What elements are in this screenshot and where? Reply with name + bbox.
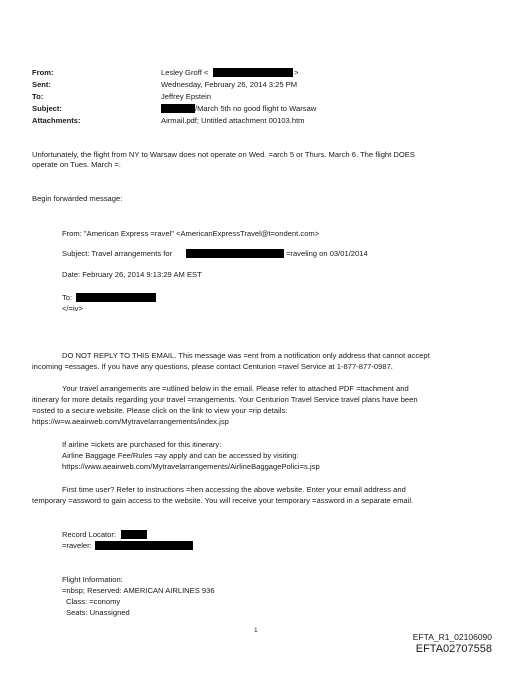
to-label: To:: [32, 92, 44, 101]
body-p3-line3: =osted to a secure website. Please click on the link to view your =rip details:: [32, 406, 288, 415]
redaction-box: [76, 293, 156, 302]
body-p4-line2: Airline Baggage Fee/Rules =ay apply and can be accessed by visiting:: [62, 451, 299, 460]
body-p3-line1: Your travel arrangements are =utlined below in the email. Please refer to attached PDF =ttachment and: [62, 384, 409, 393]
fwd-subject-b: =raveling on 03/01/2014: [286, 249, 368, 258]
from-close: >: [294, 68, 299, 77]
traveler-label: =raveler:: [62, 541, 92, 550]
redaction-box: [186, 249, 284, 258]
fwd-subject-a: Subject: Travel arrangements for: [62, 249, 173, 258]
redaction-box: [213, 68, 293, 77]
body-p1-line1: Unfortunately, the flight from NY to Warsaw does not operate on Wed. =arch 5 or Thurs. March 6. The flight DOES: [32, 150, 415, 159]
from-label: From:: [32, 68, 54, 77]
attachments-value: Airmail.pdf; Untitled attachment 00103.htm: [161, 116, 305, 125]
begin-forwarded: Begin forwarded message:: [32, 194, 123, 203]
redaction-box: [121, 530, 147, 539]
fwd-from: From: "American Express =ravel" <AmericanExpressTravel@t=ondent.com>: [62, 229, 320, 238]
flight-class: Class: =conomy: [66, 597, 121, 606]
body-p5-line1: First time user? Refer to instructions =hen accessing the above website. Enter your email address and: [62, 485, 406, 494]
flight-reserved: =nbsp; Reserved: AMERICAN AIRLINES 936: [62, 586, 215, 595]
body-p4-link[interactable]: https://www.aeairweb.com/Mytravelarrangements/AirlineBaggagePolici=s.jsp: [62, 462, 320, 471]
subject-value: /March 5th no good flight to Warsaw: [195, 104, 317, 113]
to-value: Jeffrey Epstein: [161, 92, 212, 101]
body-p3-link[interactable]: https://w=w.aeairweb.com/Mytravelarrangements/index.jsp: [32, 417, 229, 426]
footer-id-1: EFTA_R1_02106090: [412, 632, 492, 642]
redaction-box: [95, 541, 193, 550]
body-p5-line2: temporary =assword to gain access to the website. You will receive your temporary =assword in a separate email.: [32, 496, 414, 505]
fwd-to: To:: [62, 293, 73, 302]
from-value: Lesley Groff <: [161, 68, 209, 77]
body-p2-line1: DO NOT REPLY TO THIS EMAIL. This message was =ent from a notification only address that cannot accept: [62, 351, 430, 360]
sent-label: Sent:: [32, 80, 51, 89]
body-p1-line2: operate on Tues. March =.: [32, 160, 121, 169]
flight-info-label: Flight Information:: [62, 575, 123, 584]
sent-value: Wednesday, February 26, 2014 3:25 PM: [161, 80, 298, 89]
flight-seats: Seats: Unassigned: [66, 608, 130, 617]
attachments-label: Attachments:: [32, 116, 81, 125]
body-p3-line2: itinerary for more details regarding your travel =rrangements. Your Centurion Travel Service travel plans have been: [32, 395, 418, 404]
footer-id-2: EFTA02707558: [415, 643, 492, 655]
page-number: 1: [254, 627, 258, 634]
redaction-box: [161, 104, 195, 113]
body-p2-line2: incoming =essages. If you have any questions, please contact Centurion =ravel Service at 1-877-877-0987.: [32, 362, 393, 371]
fwd-div: </=iv>: [62, 304, 83, 313]
body-p4-line1: If airline =ickets are purchased for this itinerary:: [62, 440, 222, 449]
subject-label: Subject:: [32, 104, 62, 113]
record-locator-label: Record Locator:: [62, 530, 117, 539]
fwd-date: Date: February 26, 2014 9:13:29 AM EST: [62, 270, 202, 279]
